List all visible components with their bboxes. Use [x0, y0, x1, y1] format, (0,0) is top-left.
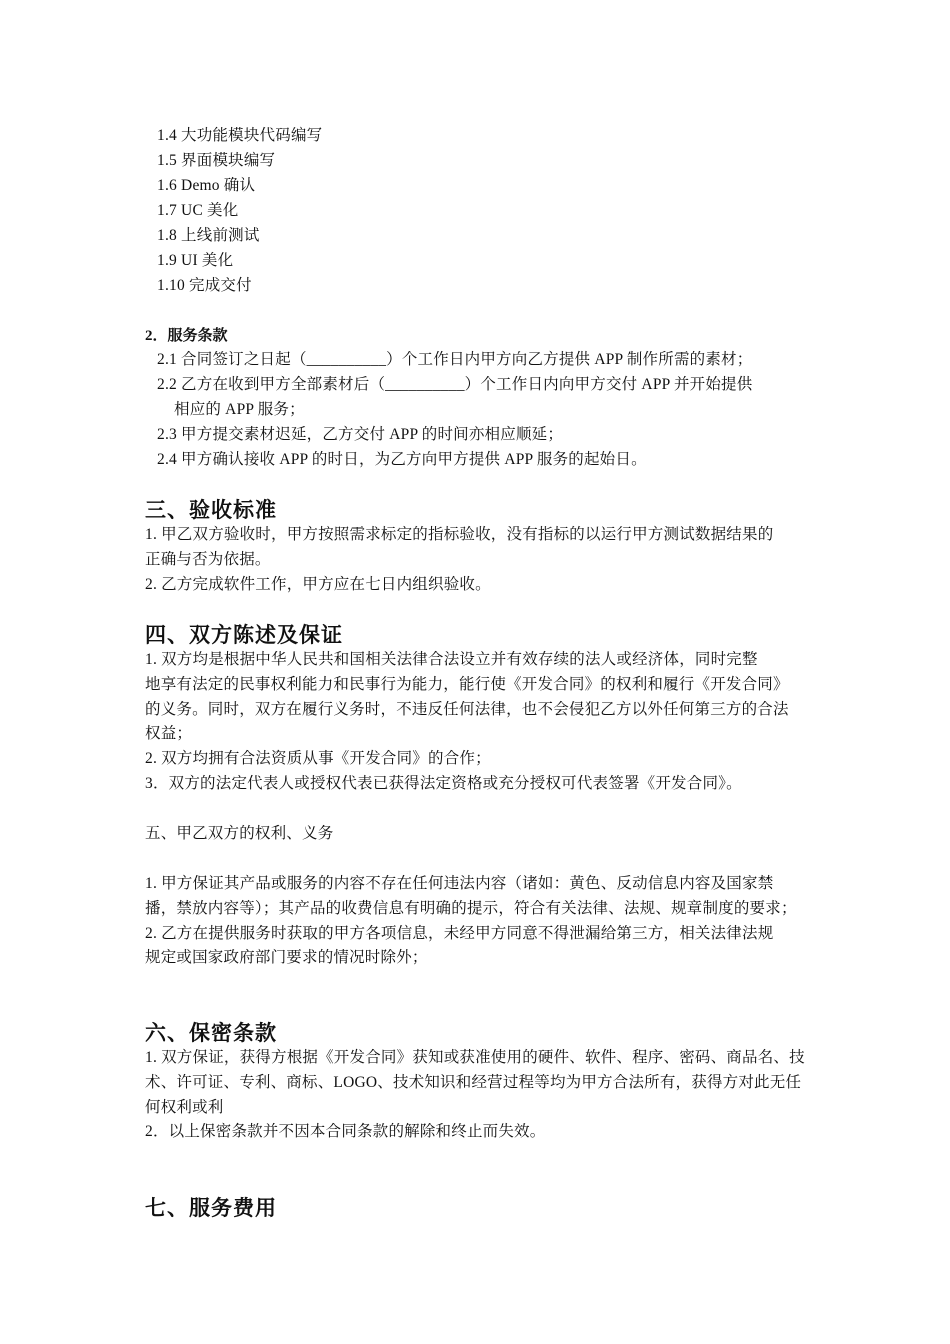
- paragraph-line: 地享有法定的民事权利能力和民事行为能力，能行使《开发合同》的权利和履行《开发合同》: [145, 676, 789, 693]
- list-item: 1.7 UC 美化: [157, 202, 239, 219]
- paragraph-line: 正确与否为依据。: [145, 551, 271, 568]
- paragraph-line: 2.2 乙方在收到甲方全部素材后（__________）个工作日内向甲方交付 APP 并开始提供: [157, 376, 753, 393]
- list-item: 1.6 Demo 确认: [157, 177, 256, 194]
- list-item: 1.5 界面模块编写: [157, 152, 276, 169]
- paragraph-line: 1. 甲乙双方验收时，甲方按照需求标定的指标验收，没有指标的以运行甲方测试数据结果的: [145, 526, 774, 543]
- section-heading-confidentiality: 六、保密条款: [145, 1021, 277, 1045]
- paragraph-line: 规定或国家政府部门要求的情况时除外；: [145, 949, 428, 966]
- paragraph-line: 2．以上保密条款并不因本合同条款的解除和终止而失效。: [145, 1123, 546, 1140]
- paragraph-line: 2. 乙方在提供服务时获取的甲方各项信息，未经甲方同意不得泄漏给第三方，相关法律法规: [145, 925, 774, 942]
- paragraph-line: 相应的 APP 服务；: [174, 401, 305, 418]
- paragraph-line: 2.3 甲方提交素材迟延，乙方交付 APP 的时间亦相应顺延；: [157, 426, 564, 443]
- section-heading-acceptance: 三、验收标准: [145, 498, 277, 522]
- paragraph-line: 1. 双方均是根据中华人民共和国相关法律合法设立并有效存续的法人或经济体，同时完整: [145, 651, 758, 668]
- paragraph-line: 3．双方的法定代表人或授权代表已获得法定资格或充分授权可代表签署《开发合同》。: [145, 775, 742, 792]
- paragraph-line: 术、许可证、专利、商标、LOGO、技术知识和经营过程等均为甲方合法所有，获得方对此无任: [145, 1074, 802, 1091]
- section-heading-service-fees: 七、服务费用: [145, 1196, 277, 1220]
- paragraph-line: 2.4 甲方确认接收 APP 的时日，为乙方向甲方提供 APP 服务的起始日。: [157, 451, 647, 468]
- section-heading-representations: 四、双方陈述及保证: [145, 623, 343, 647]
- paragraph-line: 的义务。同时，双方在履行义务时，不违反任何法律，也不会侵犯乙方以外任何第三方的合法: [145, 701, 789, 718]
- paragraph-line: 1. 双方保证，获得方根据《开发合同》获知或获准使用的硬件、软件、程序、密码、商品名、技: [145, 1049, 805, 1066]
- paragraph-line: 2. 乙方完成软件工作，甲方应在七日内组织验收。: [145, 576, 491, 593]
- paragraph-line: 播，禁放内容等）；其产品的收费信息有明确的提示，符合有关法律、法规、规章制度的要求；: [145, 900, 797, 917]
- paragraph-line: 1. 甲方保证其产品或服务的内容不存在任何违法内容（诸如：黄色、反动信息内容及国家禁: [145, 875, 774, 892]
- list-item: 1.4 大功能模块代码编写: [157, 127, 323, 144]
- list-item: 1.8 上线前测试: [157, 227, 260, 244]
- section-heading-rights-obligations: 五、甲乙双方的权利、义务: [145, 825, 334, 842]
- section-heading-service-terms: 2．服务条款: [145, 328, 228, 344]
- list-item: 1.9 UI 美化: [157, 252, 234, 269]
- list-item: 1.10 完成交付: [157, 277, 252, 294]
- paragraph-line: 2.1 合同签订之日起（__________）个工作日内甲方向乙方提供 APP 制作所需的素材；: [157, 351, 753, 368]
- paragraph-line: 2. 双方均拥有合法资质从事《开发合同》的合作；: [145, 750, 491, 767]
- paragraph-line: 权益；: [145, 725, 193, 742]
- paragraph-line: 何权利或利: [145, 1099, 224, 1116]
